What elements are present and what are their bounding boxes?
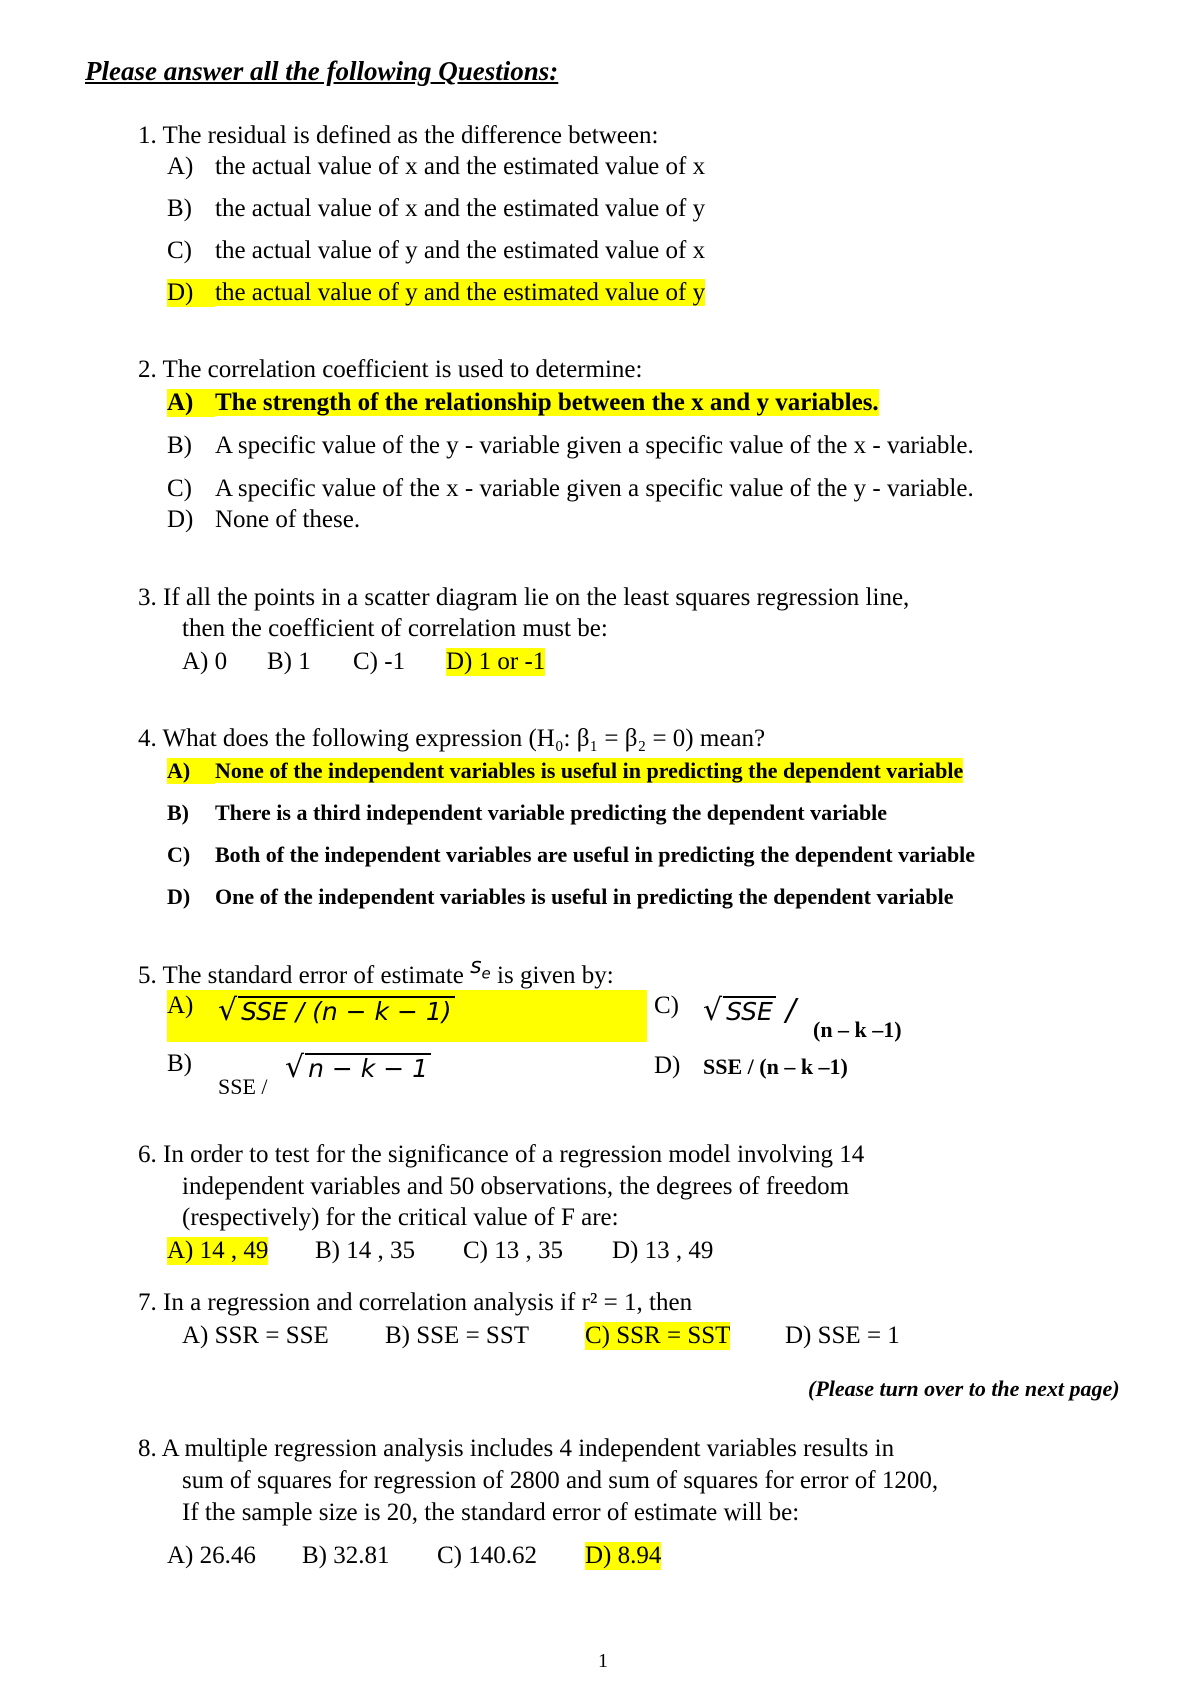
q5-option-d-text: SSE / (n – k –1)	[703, 1054, 848, 1079]
q2-option-b-letter: B)	[167, 432, 192, 459]
q1-option-c	[167, 237, 705, 265]
q4-option-a-text: None of the independent variables is useful in predicting the dependent variable	[215, 758, 964, 783]
q6-option-d: D) 13 , 49	[612, 1237, 714, 1264]
q7-option-d: D) SSE = 1	[785, 1322, 900, 1349]
q6-stem-line3: (respectively) for the critical value of F are:	[182, 1204, 619, 1231]
q5-option-c-slash: /	[785, 993, 796, 1028]
sqrt-icon: √	[703, 993, 723, 1028]
q5-option-b-expr	[285, 1050, 431, 1085]
q8-option-a: A) 26.46	[167, 1542, 256, 1569]
q4-option-a-letter: A)	[167, 758, 215, 784]
q5-option-b-radicand: n − k − 1	[305, 1053, 431, 1083]
q4-option-c	[167, 842, 975, 868]
q2-option-c-text: A specific value of the x - variable given a specific value of the y - variable.	[215, 475, 974, 502]
q1-option-b-letter: B)	[167, 195, 192, 222]
q6-stem-line1: 6. In order to test for the significance of a regression model involving 14	[138, 1141, 865, 1168]
q3-stem-line2: then the coefficient of correlation must be:	[182, 615, 608, 642]
q5-option-c-tail: (n – k –1)	[813, 1017, 902, 1042]
q6-option-c: C) 13 , 35	[463, 1237, 563, 1264]
q2-option-d-letter: D)	[167, 506, 194, 533]
q5-option-a-letter: A)	[167, 992, 194, 1019]
q7-option-c-answer: C) SSR = SST	[585, 1322, 731, 1349]
q4-option-b-text: There is a third independent variable predicting the dependent variable	[215, 800, 888, 825]
q7-option-b: B) SSE = SST	[385, 1322, 530, 1349]
q5-option-d-letter: D)	[654, 1052, 681, 1079]
q5-option-a-answer	[218, 993, 455, 1028]
sqrt-icon: √	[218, 993, 238, 1028]
page-number: 1	[598, 1650, 608, 1672]
q2-option-a-text: The strength of the relationship between the x and y variables.	[215, 389, 879, 416]
q5-option-b-prefix: SSE /	[218, 1074, 268, 1099]
q6-option-b: B) 14 , 35	[315, 1237, 415, 1264]
q4-option-d-letter: D)	[167, 884, 191, 909]
q3-stem-line1: 3. If all the points in a scatter diagram lie on the least squares regression line,	[138, 584, 910, 611]
q2-option-b	[167, 432, 974, 460]
q1-option-a	[167, 153, 705, 181]
q3-option-b: B) 1	[267, 648, 311, 675]
sqrt-icon: √	[285, 1050, 305, 1085]
q8-stem-line1: 8. A multiple regression analysis includes 4 independent variables results in	[138, 1435, 895, 1462]
q5-option-a-expr: SSE / (n − k − 1)	[238, 996, 454, 1026]
q4-option-b	[167, 800, 887, 826]
q2-option-c	[167, 475, 974, 503]
q3-option-a: A) 0	[182, 648, 228, 675]
q7-stem: 7. In a regression and correlation analysis if r² = 1, then	[138, 1289, 693, 1316]
q8-option-c: C) 140.62	[437, 1542, 537, 1569]
q6-option-a-answer: A) 14 , 49	[167, 1237, 269, 1264]
q4-option-b-letter: B)	[167, 800, 189, 825]
q8-stem-line2: sum of squares for regression of 2800 and sum of squares for error of 1200,	[182, 1467, 939, 1494]
q1-option-a-letter: A)	[167, 153, 194, 180]
q5-stem-text: 5. The standard error of estimate	[138, 962, 464, 989]
q2-option-d	[167, 506, 360, 534]
q3-option-c: C) -1	[353, 648, 406, 675]
q7-option-a: A) SSR = SSE	[182, 1322, 329, 1349]
q5-option-b-letter: B)	[167, 1050, 192, 1077]
q2-option-a-answer	[167, 389, 879, 417]
q6-stem-line2: independent variables and 50 observations, the degrees of freedom	[182, 1173, 850, 1200]
q1-stem: 1. The residual is defined as the difference between:	[138, 122, 659, 149]
q8-option-b: B) 32.81	[302, 1542, 390, 1569]
q1-option-d-answer	[167, 279, 705, 307]
q8-stem-line3: If the sample size is 20, the standard error of estimate will be:	[182, 1499, 800, 1526]
q3-option-d-answer: D) 1 or -1	[446, 648, 546, 675]
q1-option-b-text: the actual value of x and the estimated value of y	[215, 195, 706, 222]
q4-option-c-letter: C)	[167, 842, 191, 867]
q2-option-d-text: None of these.	[215, 506, 361, 533]
q5-stem-end: is given by:	[497, 962, 614, 989]
q5-option-c-radicand: SSE	[723, 996, 776, 1026]
q2-stem: 2. The correlation coefficient is used to determine:	[138, 356, 643, 383]
q1-option-c-text: the actual value of y and the estimated value of x	[215, 237, 706, 264]
q4-stem: 4. What does the following expression (H₀: β₁ = β₂ = 0) mean?	[138, 725, 766, 752]
q1-option-d-text: the actual value of y and the estimated value of y	[215, 279, 706, 306]
q1-option-b	[167, 195, 705, 223]
q1-option-c-letter: C)	[167, 237, 192, 264]
q4-option-c-text: Both of the independent variables are useful in predicting the dependent variable	[215, 842, 976, 867]
q2-option-b-text: A specific value of the y - variable given a specific value of the x - variable.	[215, 432, 974, 459]
q4-option-a-answer	[167, 758, 963, 784]
q1-option-d-letter: D)	[167, 279, 215, 307]
q4-option-d-text: One of the independent variables is useful in predicting the dependent variable	[215, 884, 954, 909]
q1-option-a-text: the actual value of x and the estimated value of x	[215, 153, 706, 180]
q4-option-d	[167, 884, 953, 910]
q2-option-a-letter: A)	[167, 389, 215, 417]
q5-option-c-expr	[703, 993, 796, 1028]
q5-stem	[138, 954, 614, 992]
turn-over-note: (Please turn over to the next page)	[808, 1376, 1120, 1401]
q2-option-c-letter: C)	[167, 475, 192, 502]
page-title: Please answer all the following Questions:	[85, 56, 559, 86]
q5-symbol: $s_e$	[470, 954, 491, 983]
q5-option-c-letter: C)	[654, 992, 679, 1019]
q8-option-d-answer: D) 8.94	[585, 1542, 662, 1569]
